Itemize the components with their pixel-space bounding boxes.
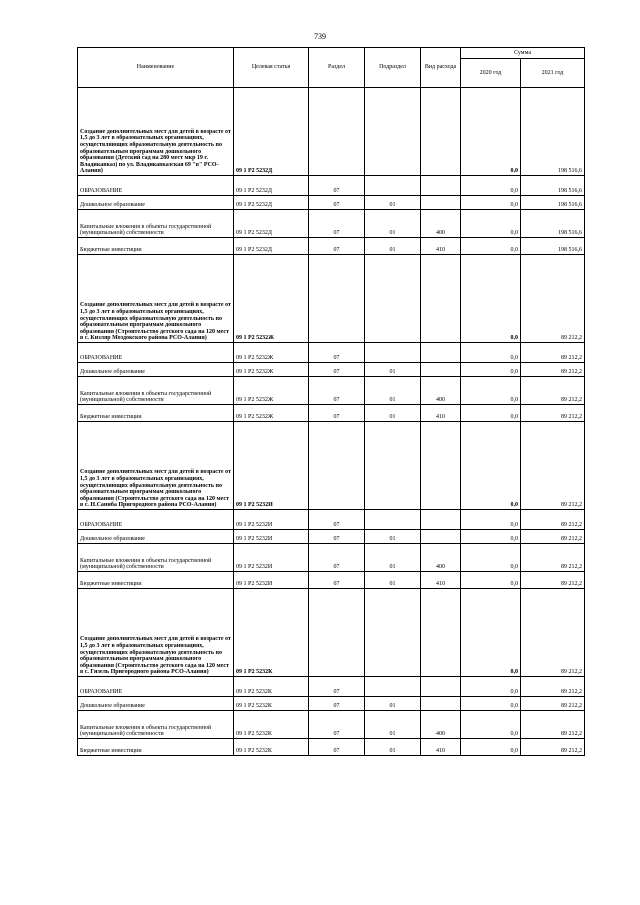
cell-expense-type: 400 [421, 210, 461, 238]
cell-2020: 0,0 [461, 238, 521, 255]
cell-code: 09 1 P2 5232Д [234, 176, 309, 196]
cell-2020: 0,0 [461, 377, 521, 405]
cell-2020: 0,0 [461, 530, 521, 544]
cell-subsection: 01 [365, 238, 421, 255]
cell-expense-type [421, 530, 461, 544]
table-row [78, 405, 585, 422]
cell-code: 09 1 P2 5232И [234, 572, 309, 589]
table-row [78, 697, 585, 711]
table-row [78, 210, 585, 238]
cell-2021: 198 516,6 [521, 238, 585, 255]
cell-expense-type [421, 697, 461, 711]
cell-name: Создание дополнительных мест для детей в возрасте от 1,5 до 3 лет в образовательных организациях, осуществляющих образовательную деятельность по образовательным программам дошкольного образования (Строительство детского сада на 120 мест в с. Гизель Пригородного района РСО-Алания) [78, 589, 234, 677]
cell-code: 09 1 P2 5232Ж [234, 343, 309, 363]
cell-subsection [365, 255, 421, 343]
header-sum: Сумма [461, 48, 585, 59]
cell-expense-type [421, 422, 461, 510]
cell-2020: 0,0 [461, 363, 521, 377]
cell-2021: 198 516,6 [521, 210, 585, 238]
cell-2021: 89 212,2 [521, 739, 585, 756]
cell-code: 09 1 P2 5232К [234, 711, 309, 739]
cell-code: 09 1 P2 5232И [234, 544, 309, 572]
cell-subsection [365, 88, 421, 176]
cell-expense-type: 410 [421, 238, 461, 255]
cell-name: Дошкольное образование [78, 697, 234, 711]
cell-code: 09 1 P2 5232Ж [234, 377, 309, 405]
cell-2021: 89 212,2 [521, 530, 585, 544]
cell-2020: 0,0 [461, 544, 521, 572]
cell-expense-type: 400 [421, 544, 461, 572]
cell-section: 07 [309, 196, 365, 210]
header-name: Наименование [78, 48, 234, 88]
cell-subsection: 01 [365, 377, 421, 405]
cell-name: Дошкольное образование [78, 363, 234, 377]
header-year-2021: 2021 год [521, 59, 585, 88]
cell-section: 07 [309, 210, 365, 238]
cell-section: 07 [309, 238, 365, 255]
cell-subsection: 01 [365, 572, 421, 589]
cell-2020: 0,0 [461, 510, 521, 530]
cell-2021: 198 516,6 [521, 176, 585, 196]
cell-subsection [365, 677, 421, 697]
cell-section: 07 [309, 405, 365, 422]
table-row [78, 739, 585, 756]
cell-expense-type [421, 255, 461, 343]
cell-2021: 89 212,2 [521, 343, 585, 363]
cell-name: Бюджетные инвестиции [78, 238, 234, 255]
cell-section: 07 [309, 739, 365, 756]
table-row [78, 343, 585, 363]
cell-section: 07 [309, 363, 365, 377]
cell-2021: 89 212,2 [521, 405, 585, 422]
cell-2021: 89 212,2 [521, 422, 585, 510]
cell-subsection: 01 [365, 363, 421, 377]
cell-2020: 0,0 [461, 711, 521, 739]
table-row [78, 510, 585, 530]
cell-subsection [365, 589, 421, 677]
table-row [78, 544, 585, 572]
cell-section: 07 [309, 544, 365, 572]
cell-section: 07 [309, 343, 365, 363]
header-expense-type: Вид расхода [421, 48, 461, 88]
cell-2021: 89 212,2 [521, 255, 585, 343]
cell-name: Бюджетные инвестиции [78, 739, 234, 756]
cell-subsection [365, 343, 421, 363]
cell-2020: 0,0 [461, 343, 521, 363]
cell-section [309, 88, 365, 176]
cell-code: 09 1 P2 5232Ж [234, 255, 309, 343]
cell-subsection: 01 [365, 711, 421, 739]
header-code: Целевая статья [234, 48, 309, 88]
cell-code: 09 1 P2 5232К [234, 739, 309, 756]
cell-2020: 0,0 [461, 210, 521, 238]
cell-2021: 89 212,2 [521, 711, 585, 739]
cell-2020: 0,0 [461, 255, 521, 343]
table-row [78, 196, 585, 210]
table-row [78, 176, 585, 196]
cell-name: ОБРАЗОВАНИЕ [78, 176, 234, 196]
budget-table [77, 47, 585, 756]
cell-name: ОБРАЗОВАНИЕ [78, 510, 234, 530]
cell-code: 09 1 P2 5232Д [234, 88, 309, 176]
cell-expense-type [421, 510, 461, 530]
cell-expense-type: 410 [421, 405, 461, 422]
cell-subsection: 01 [365, 196, 421, 210]
cell-code: 09 1 P2 5232И [234, 422, 309, 510]
cell-code: 09 1 P2 5232Д [234, 196, 309, 210]
cell-code: 09 1 P2 5232К [234, 697, 309, 711]
cell-subsection: 01 [365, 739, 421, 756]
cell-2020: 0,0 [461, 176, 521, 196]
table-row [78, 711, 585, 739]
table-row [78, 677, 585, 697]
cell-2020: 0,0 [461, 572, 521, 589]
cell-name: Капитальные вложения в объекты государственной (муниципальной) собственности [78, 711, 234, 739]
cell-subsection: 01 [365, 544, 421, 572]
page-number: 739 [314, 32, 326, 41]
table-row [78, 589, 585, 677]
cell-section [309, 255, 365, 343]
cell-code: 09 1 P2 5232Ж [234, 363, 309, 377]
cell-2020: 0,0 [461, 422, 521, 510]
cell-section [309, 589, 365, 677]
cell-expense-type [421, 196, 461, 210]
header-subsection: Подраздел [365, 48, 421, 88]
cell-section: 07 [309, 176, 365, 196]
table-row [78, 88, 585, 176]
cell-code: 09 1 P2 5232Д [234, 210, 309, 238]
cell-name: Капитальные вложения в объекты государственной (муниципальной) собственности [78, 544, 234, 572]
cell-code: 09 1 P2 5232И [234, 510, 309, 530]
cell-expense-type [421, 363, 461, 377]
cell-name: Дошкольное образование [78, 196, 234, 210]
cell-subsection: 01 [365, 530, 421, 544]
cell-name: Создание дополнительных мест для детей в возрасте от 1,5 до 3 лет в образовательных организациях, осуществляющих образовательную деятельность по образовательным программам дошкольного образования (Детский сад на 280 мест мкр 19 г. Владикавказ) по ул. Владикавказская 69 "в" РСО-Алания) [78, 88, 234, 176]
table-row [78, 363, 585, 377]
cell-code: 09 1 P2 5232Ж [234, 405, 309, 422]
cell-2020: 0,0 [461, 677, 521, 697]
cell-expense-type: 410 [421, 572, 461, 589]
table-row [78, 255, 585, 343]
cell-section: 07 [309, 711, 365, 739]
cell-code: 09 1 P2 5232К [234, 677, 309, 697]
cell-section: 07 [309, 377, 365, 405]
header-section: Раздел [309, 48, 365, 88]
cell-section: 07 [309, 510, 365, 530]
cell-subsection: 01 [365, 405, 421, 422]
cell-2021: 89 212,2 [521, 677, 585, 697]
cell-subsection [365, 510, 421, 530]
cell-2021: 89 212,2 [521, 589, 585, 677]
table-row [78, 422, 585, 510]
cell-expense-type: 410 [421, 739, 461, 756]
cell-subsection: 01 [365, 210, 421, 238]
table-row [78, 572, 585, 589]
cell-2021: 198 516,6 [521, 196, 585, 210]
header-year-2020: 2020 год [461, 59, 521, 88]
table-body [78, 88, 585, 756]
cell-code: 09 1 P2 5232К [234, 589, 309, 677]
cell-name: Бюджетные инвестиции [78, 572, 234, 589]
cell-2020: 0,0 [461, 405, 521, 422]
cell-section: 07 [309, 530, 365, 544]
cell-2020: 0,0 [461, 196, 521, 210]
cell-expense-type: 400 [421, 377, 461, 405]
cell-2020: 0,0 [461, 739, 521, 756]
cell-expense-type [421, 176, 461, 196]
cell-section: 07 [309, 697, 365, 711]
cell-expense-type [421, 677, 461, 697]
cell-expense-type [421, 343, 461, 363]
cell-name: ОБРАЗОВАНИЕ [78, 677, 234, 697]
cell-2021: 89 212,2 [521, 697, 585, 711]
cell-2020: 0,0 [461, 88, 521, 176]
cell-name: ОБРАЗОВАНИЕ [78, 343, 234, 363]
cell-2021: 198 516,6 [521, 88, 585, 176]
cell-2021: 89 212,2 [521, 377, 585, 405]
cell-name: Бюджетные инвестиции [78, 405, 234, 422]
cell-expense-type: 400 [421, 711, 461, 739]
cell-2020: 0,0 [461, 697, 521, 711]
cell-section: 07 [309, 677, 365, 697]
cell-expense-type [421, 88, 461, 176]
cell-name: Создание дополнительных мест для детей в возрасте от 1,5 до 3 лет в образовательных организациях, осуществляющих образовательную деятельность по образовательным программам дошкольного образования (Строительство детского сада на 120 мест в с. Н.Саниба Пригородного района РСО-Алания) [78, 422, 234, 510]
cell-name: Дошкольное образование [78, 530, 234, 544]
cell-2020: 0,0 [461, 589, 521, 677]
cell-name: Создание дополнительных мест для детей в возрасте от 1,5 до 3 лет в образовательных организациях, осуществляющих образовательную деятельность по образовательным программам дошкольного образования (Строительство детского сада на 120 мест в с. Кизляр Моздокского района РСО-Алания) [78, 255, 234, 343]
cell-section: 07 [309, 572, 365, 589]
cell-name: Капитальные вложения в объекты государственной (муниципальной) собственности [78, 210, 234, 238]
cell-subsection [365, 422, 421, 510]
cell-subsection [365, 176, 421, 196]
cell-section [309, 422, 365, 510]
cell-2021: 89 212,2 [521, 510, 585, 530]
cell-name: Капитальные вложения в объекты государственной (муниципальной) собственности [78, 377, 234, 405]
cell-2021: 89 212,2 [521, 363, 585, 377]
cell-code: 09 1 P2 5232И [234, 530, 309, 544]
table-row [78, 238, 585, 255]
cell-expense-type [421, 589, 461, 677]
cell-2021: 89 212,2 [521, 572, 585, 589]
cell-code: 09 1 P2 5232Д [234, 238, 309, 255]
cell-subsection: 01 [365, 697, 421, 711]
table-row [78, 530, 585, 544]
cell-2021: 89 212,2 [521, 544, 585, 572]
table-row [78, 377, 585, 405]
